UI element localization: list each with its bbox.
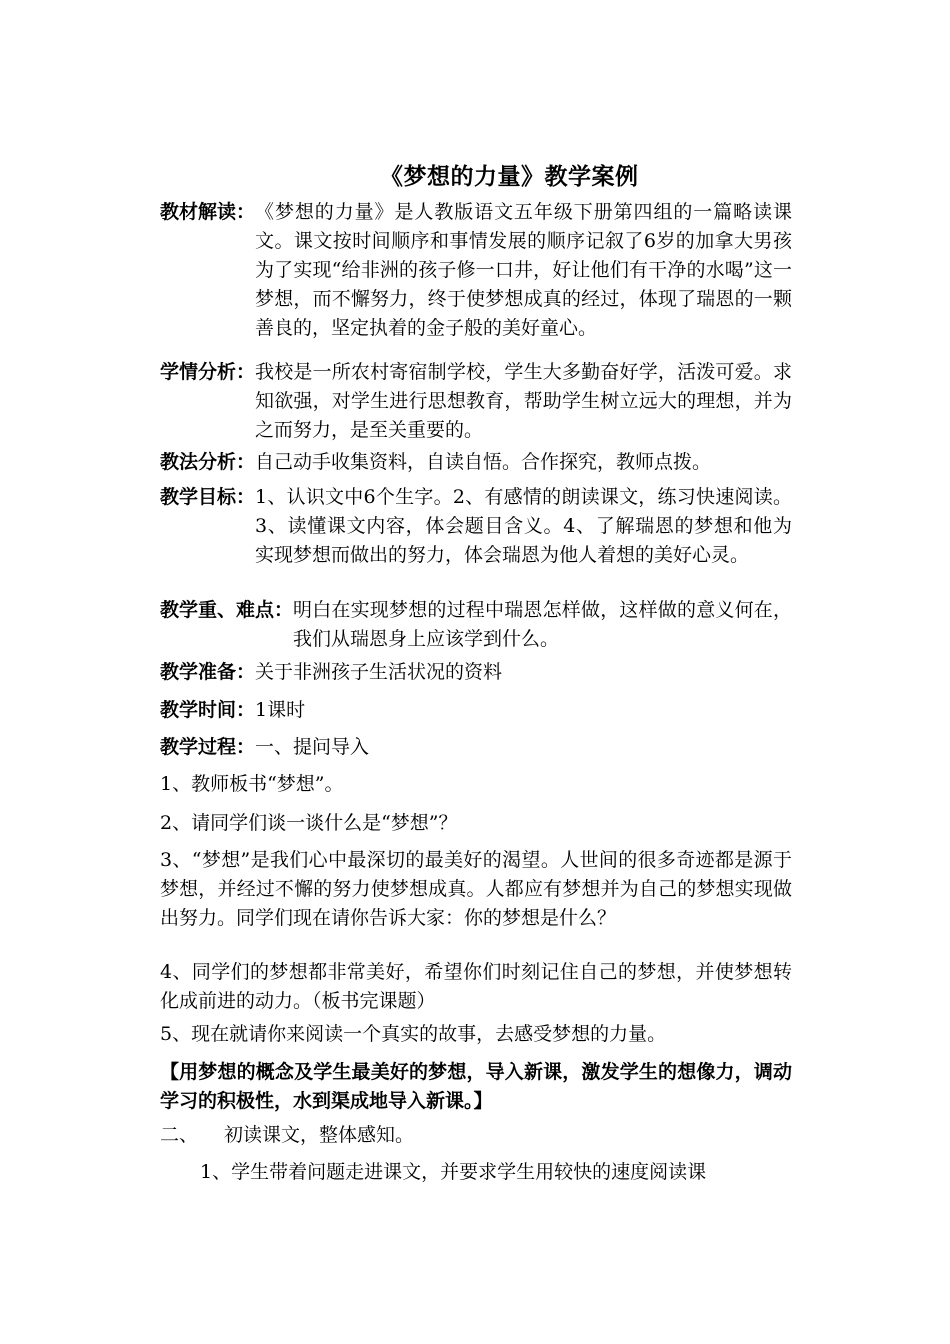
section-two-heading bbox=[160, 1121, 792, 1150]
section-text: 自己动手收集资料，自读自悟。合作探究，教师点拨。 bbox=[255, 451, 712, 473]
section-label: 教学目标： bbox=[160, 486, 256, 508]
section-students bbox=[160, 358, 792, 445]
section-label: 教学重、难点： bbox=[160, 599, 294, 621]
step-item: 4、同学们的梦想都非常美好，希望你们时刻记住自己的梦想，并使梦想转化成前进的动力。（板书完课题） bbox=[160, 961, 792, 1012]
section-label: 教学时间： bbox=[160, 699, 256, 721]
section-text: 一、提问导入 bbox=[255, 736, 370, 758]
step-item: 1、学生带着问题走进课文，并要求学生用较快的速度阅读课 bbox=[200, 1161, 707, 1183]
section-text: 《梦想的力量》是人教版语文五年级下册第四组的一篇略读课文。课文按时间顺序和事情发展的顺序记叙了6岁的加拿大男孩为了实现“给非洲的孩子修一口井，好让他们有干净的水喝”这一梦想，而不懈努力，终于使梦想成真的经过，体现了瑞恩的一颗善良的，坚定执着的金子般的美好童心。 bbox=[255, 201, 792, 339]
section-time bbox=[160, 696, 792, 725]
section-process bbox=[160, 733, 792, 762]
section-label: 教法分析： bbox=[160, 451, 256, 473]
step-item: 3、“梦想”是我们心中最深切的最美好的渴望。人世间的很多奇迹都是源于梦想，并经过不懈的努力使梦想成真。人都应有梦想并为自己的梦想实现做出努力。同学们现在请你告诉大家：你的梦想是什么？ bbox=[160, 849, 792, 929]
page-title: 《梦想的力量》教学案例 bbox=[380, 164, 639, 190]
section-label: 教材解读： bbox=[160, 201, 256, 223]
step-item: 1、教师板书“梦想”。 bbox=[160, 773, 344, 795]
section-keypoints bbox=[160, 596, 792, 654]
section-goals bbox=[160, 483, 792, 570]
section-text: 1、认识文中6个生字。2、有感情的朗读课文，练习快速阅读。3、读懂课文内容，体会题目含义。4、了解瑞恩的梦想和他为实现梦想而做出的努力，体会瑞恩为他人着想的美好心灵。 bbox=[255, 486, 792, 566]
section-text: 关于非洲孩子生活状况的资料 bbox=[255, 661, 503, 683]
section-text: 1课时 bbox=[255, 699, 306, 721]
step-item: 2、请同学们谈一谈什么是“梦想”？ bbox=[160, 812, 458, 834]
section-prep bbox=[160, 658, 792, 687]
section-label: 学情分析： bbox=[160, 361, 256, 383]
section-text: 我校是一所农村寄宿制学校，学生大多勤奋好学，活泼可爱。求知欲强，对学生进行思想教育，帮助学生树立远大的理想，并为之而努力，是至关重要的。 bbox=[255, 361, 792, 441]
section-number: 二、 bbox=[160, 1124, 199, 1146]
section-title: 初读课文，整体感知。 bbox=[224, 1124, 415, 1146]
teaching-note: 【用梦想的概念及学生最美好的梦想，导入新课，激发学生的想像力，调动学习的积极性，水到渠成地导入新课。】 bbox=[160, 1061, 792, 1112]
step-item: 5、现在就请你来阅读一个真实的故事，去感受梦想的力量。 bbox=[160, 1023, 667, 1045]
section-label: 教学准备： bbox=[160, 661, 256, 683]
section-label: 教学过程： bbox=[160, 736, 256, 758]
section-material bbox=[160, 198, 792, 343]
section-method bbox=[160, 448, 792, 477]
section-text: 明白在实现梦想的过程中瑞恩怎样做，这样做的意义何在，我们从瑞恩身上应该学到什么。 bbox=[293, 599, 792, 650]
